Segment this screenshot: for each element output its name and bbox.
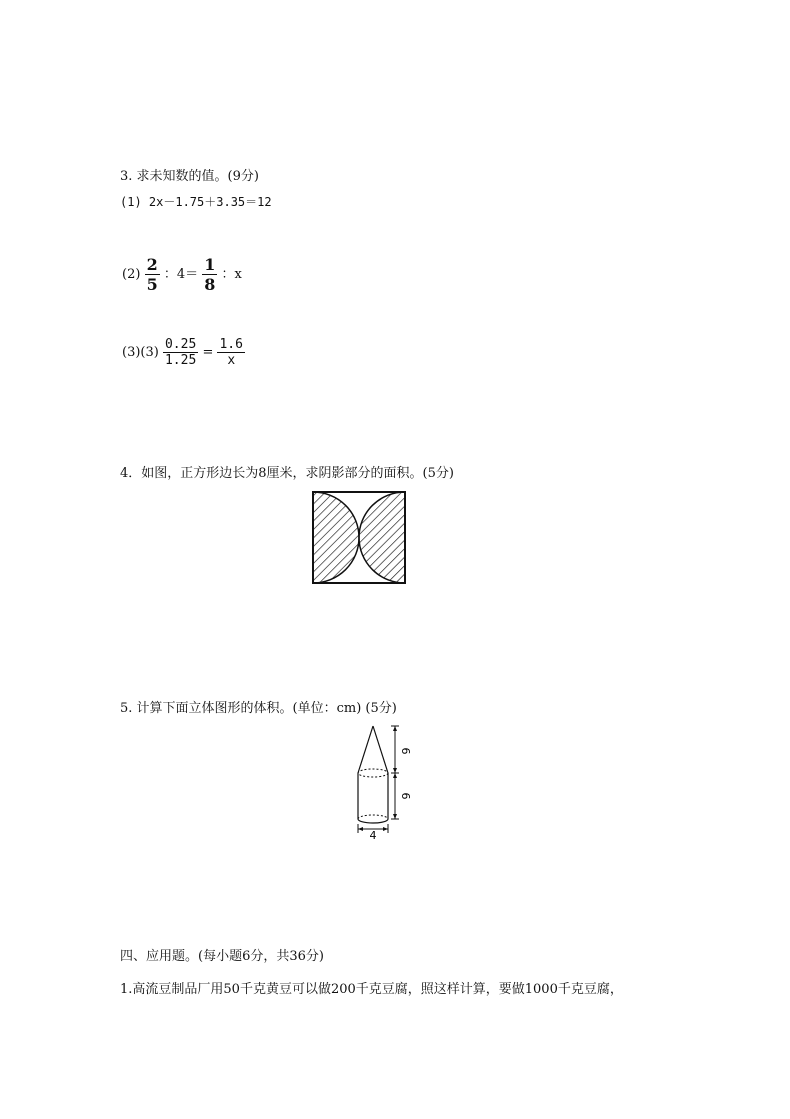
cylinder-height-label: 6 [399, 792, 412, 800]
section4-title: 四、应用题。(每小题6分，共36分) [120, 949, 324, 964]
frac-num: 1 [204, 255, 216, 274]
q3-eq3-label: (3)(3) [122, 345, 159, 360]
q4-title: 4．如图，正方形边长为8厘米，求阴影部分的面积。(5分) [120, 466, 454, 481]
cone-right-edge [373, 726, 388, 773]
q3-eq3 [122, 337, 245, 368]
diameter-label: 4 [369, 829, 377, 841]
cone-cylinder-figure [350, 723, 415, 841]
frac-den: 8 [204, 275, 216, 294]
cone-left-edge [358, 726, 373, 773]
frac-den: x [217, 352, 244, 368]
fraction-16-x [217, 337, 244, 368]
q3-eq1: (1) 2x－1.75＋3.35＝12 [120, 195, 272, 209]
section4-q1: 1.高流豆制品厂用50千克黄豆可以做200千克豆腐，照这样计算，要做1000千克豆腐， [120, 982, 623, 997]
left-semicircle [313, 492, 359, 583]
frac-num: 2 [146, 255, 158, 274]
q5-title: 5. 计算下面立体图形的体积。(单位：cm) (5分) [120, 701, 397, 716]
frac-den: 5 [146, 275, 158, 294]
fraction-2-5 [145, 255, 160, 294]
right-semicircle [359, 492, 405, 583]
cone-height-label: 6 [399, 747, 412, 755]
cylinder-bottom-front [358, 819, 388, 823]
q3-eq2-label: (2) [122, 267, 141, 282]
cylinder-bottom-back [358, 815, 388, 819]
fraction-1-8 [202, 255, 217, 294]
q3-eq2-tail: ：x [221, 267, 242, 282]
frac-num: 0.25 [164, 337, 197, 352]
q3-title: 3. 求未知数的值。(9分) [120, 169, 259, 184]
q3-eq2 [122, 255, 242, 294]
frac-den: 1.25 [164, 353, 197, 368]
q3-eq2-mid: ：4＝ [163, 267, 199, 282]
fraction-025-125 [163, 337, 198, 368]
cylinder-top-ellipse [358, 769, 388, 777]
q3-eq3-eq: = [202, 345, 214, 360]
square-semicircles-figure [310, 490, 410, 586]
frac-num: 1.6 [219, 337, 243, 352]
